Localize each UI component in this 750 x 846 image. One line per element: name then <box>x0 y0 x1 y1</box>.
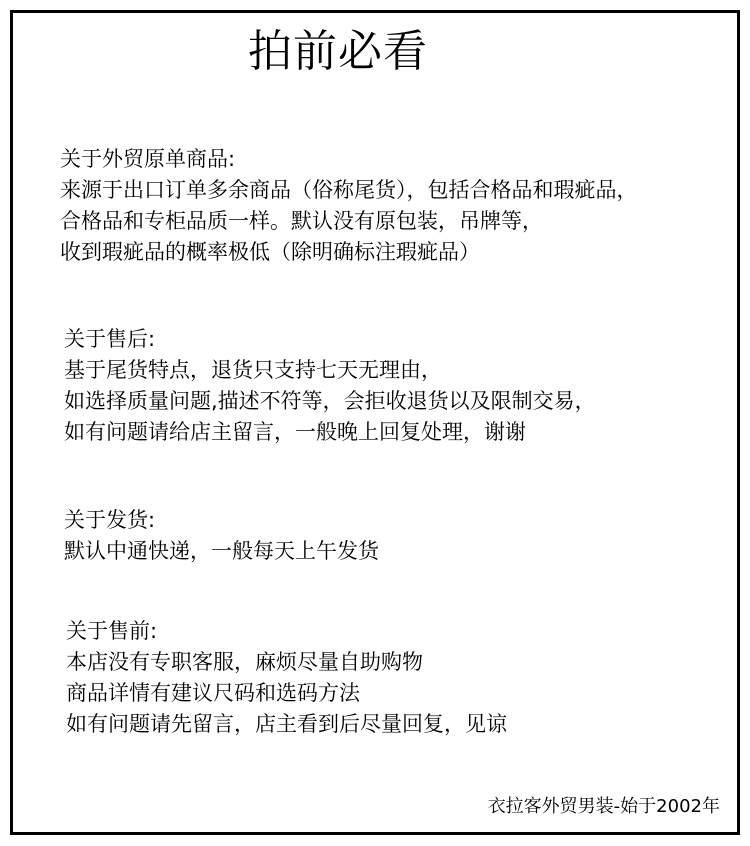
section-wholesale-goods <box>60 144 638 268</box>
section-delivery <box>64 505 379 567</box>
section-line: 收到瑕疵品的概率极低（除明确标注瑕疵品） <box>60 240 480 264</box>
section-line: 本店没有专职客服，麻烦尽量自助购物 <box>66 650 423 674</box>
section-line: 合格品和专柜品质一样。默认没有原包装，吊牌等， <box>60 209 543 233</box>
section-line: 如有问题请给店主留言，一般晚上回复处理，谢谢 <box>64 420 526 444</box>
section-heading: 关于发货: <box>64 508 156 532</box>
section-line: 商品详情有建议尺码和选码方法 <box>66 681 360 705</box>
section-line: 基于尾货特点，退货只支持七天无理由， <box>64 358 442 382</box>
section-pre-sales <box>66 616 507 740</box>
section-line: 如选择质量问题,描述不符等，会拒收退货以及限制交易， <box>64 389 596 413</box>
section-line: 如有问题请先留言，店主看到后尽量回复，见谅 <box>66 712 507 736</box>
page-title: 拍前必看 <box>248 26 428 77</box>
section-line: 默认中通快递，一般每天上午发货 <box>64 539 379 563</box>
section-heading: 关于售前: <box>66 619 158 643</box>
section-heading: 关于售后: <box>64 327 156 351</box>
section-heading: 关于外贸原单商品: <box>60 147 236 171</box>
section-line: 来源于出口订单多余商品（俗称尾货），包括合格品和瑕疵品， <box>60 178 638 202</box>
section-after-sales <box>64 324 596 448</box>
footer-brand: 衣拉客外贸男装-始于2002年 <box>487 796 720 817</box>
